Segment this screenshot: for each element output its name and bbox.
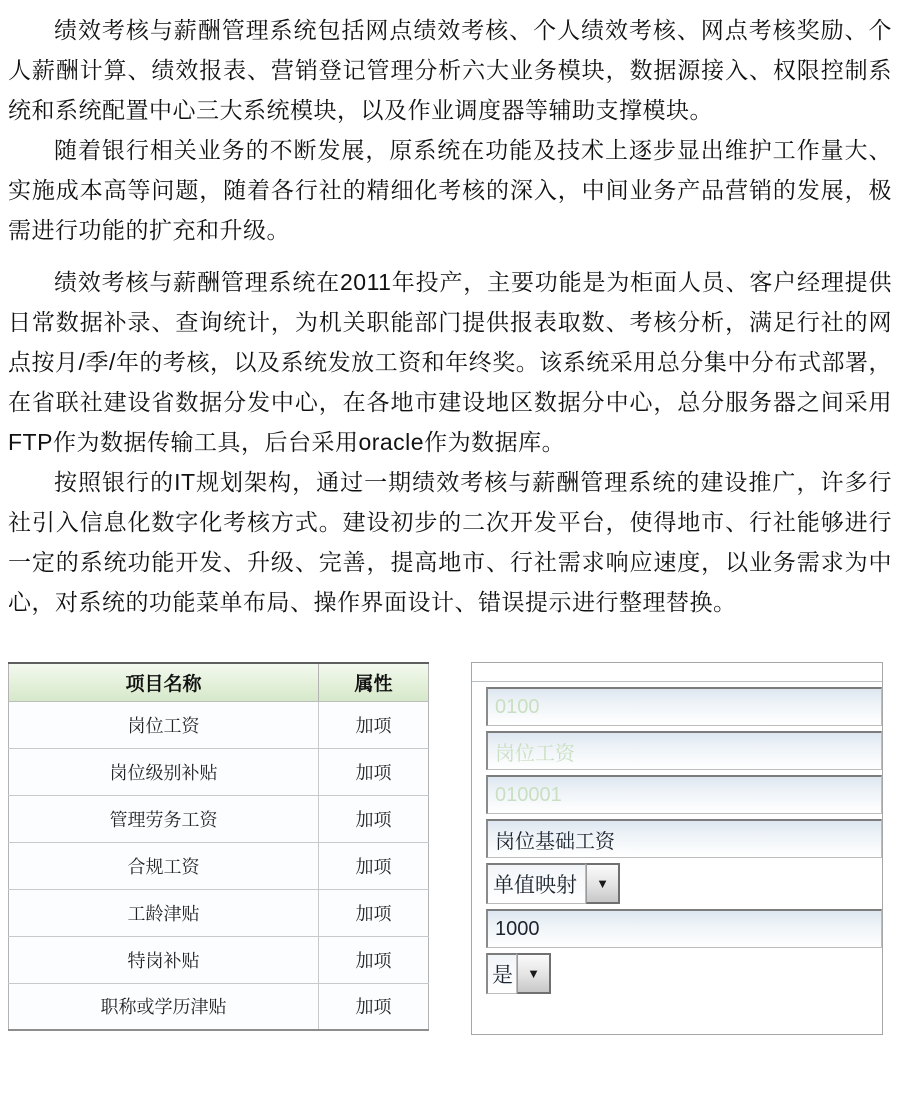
paragraph-modules: 绩效考核与薪酬管理系统包括网点绩效考核、个人绩效考核、网点考核奖励、个人薪酬计算、绩效报表、营销登记管理分析六大业务模块，数据源接入、权限控制系统和系统配置中心三大系统模块，以及作业调度器等辅助支撑模块。 [8, 17, 892, 123]
item-attr-cell: 加项 [319, 936, 429, 983]
table-header-row [9, 663, 429, 701]
item-name-cell: 特岗补贴 [9, 936, 319, 983]
chevron-down-icon: ▼ [527, 966, 540, 981]
sub-item-code-input[interactable] [486, 775, 882, 814]
chevron-down-icon: ▼ [596, 876, 609, 891]
item-name-cell: 岗位工资 [9, 701, 319, 748]
item-name-input[interactable] [486, 731, 882, 770]
detail-form-panel [471, 662, 883, 1035]
mapping-type-dropdown-button[interactable] [586, 863, 620, 904]
item-attr-cell: 加项 [319, 842, 429, 889]
item-name-cell: 岗位级别补贴 [9, 748, 319, 795]
item-name-cell: 合规工资 [9, 842, 319, 889]
table-row [9, 889, 429, 936]
table-row [9, 842, 429, 889]
mapping-type-select[interactable] [486, 863, 882, 904]
sub-item-name-input[interactable] [486, 819, 882, 858]
item-code-input[interactable] [486, 687, 882, 726]
table-row [9, 983, 429, 1030]
item-name-cell: 职称或学历津贴 [9, 983, 319, 1030]
item-name-cell: 工龄津贴 [9, 889, 319, 936]
item-name-cell: 管理劳务工资 [9, 795, 319, 842]
paragraph-it-plan: 按照银行的IT规划架构，通过一期绩效考核与薪酬管理系统的建设推广，许多行社引入信息化数字化考核方式。建设初步的二次开发平台，使得地市、行社能够进行一定的系统功能开发、升级、完善，提高地市、行社需求响应速度，以业务需求为中心，对系统的功能菜单布局、操作界面设计、错误提示进行整理替换。 [8, 469, 892, 615]
table-row [9, 795, 429, 842]
item-attr-cell: 加项 [319, 701, 429, 748]
column-header-attribute: 属性 [319, 663, 429, 701]
amount-input[interactable] [486, 909, 882, 948]
item-attr-cell: 加项 [319, 889, 429, 936]
table-row [9, 936, 429, 983]
flag-value: 是 [486, 953, 517, 994]
panel-header-strip [472, 663, 882, 682]
column-header-item-name: 项目名称 [9, 663, 319, 701]
flag-dropdown-button[interactable] [517, 953, 551, 994]
item-attr-cell: 加项 [319, 983, 429, 1030]
salary-items-table [8, 662, 429, 1031]
table-row [9, 748, 429, 795]
paragraph-system-intro: 绩效考核与薪酬管理系统在2011年投产，主要功能是为柜面人员、客户经理提供日常数据补录、查询统计，为机关职能部门提供报表取数、考核分析，满足行社的网点按月/季/年的考核，以及系统发放工资和年终奖。该系统采用总分集中分布式部署，在省联社建设省数据分发中心，在各地市建设地区数据分中心，总分服务器之间采用FTP作为数据传输工具，后台采用oracle作为数据库。 [8, 269, 892, 455]
figures-section [8, 662, 900, 1035]
flag-select[interactable] [486, 953, 882, 994]
table-row [9, 701, 429, 748]
paragraph-background: 随着银行相关业务的不断发展，原系统在功能及技术上逐步显出维护工作量大、实施成本高等问题，随着各行社的精细化考核的深入，中间业务产品营销的发展，极需进行功能的扩充和升级。 [8, 137, 892, 243]
item-attr-cell: 加项 [319, 795, 429, 842]
mapping-type-value: 单值映射 [486, 863, 586, 904]
form-fields [472, 682, 882, 994]
item-attr-cell: 加项 [319, 748, 429, 795]
